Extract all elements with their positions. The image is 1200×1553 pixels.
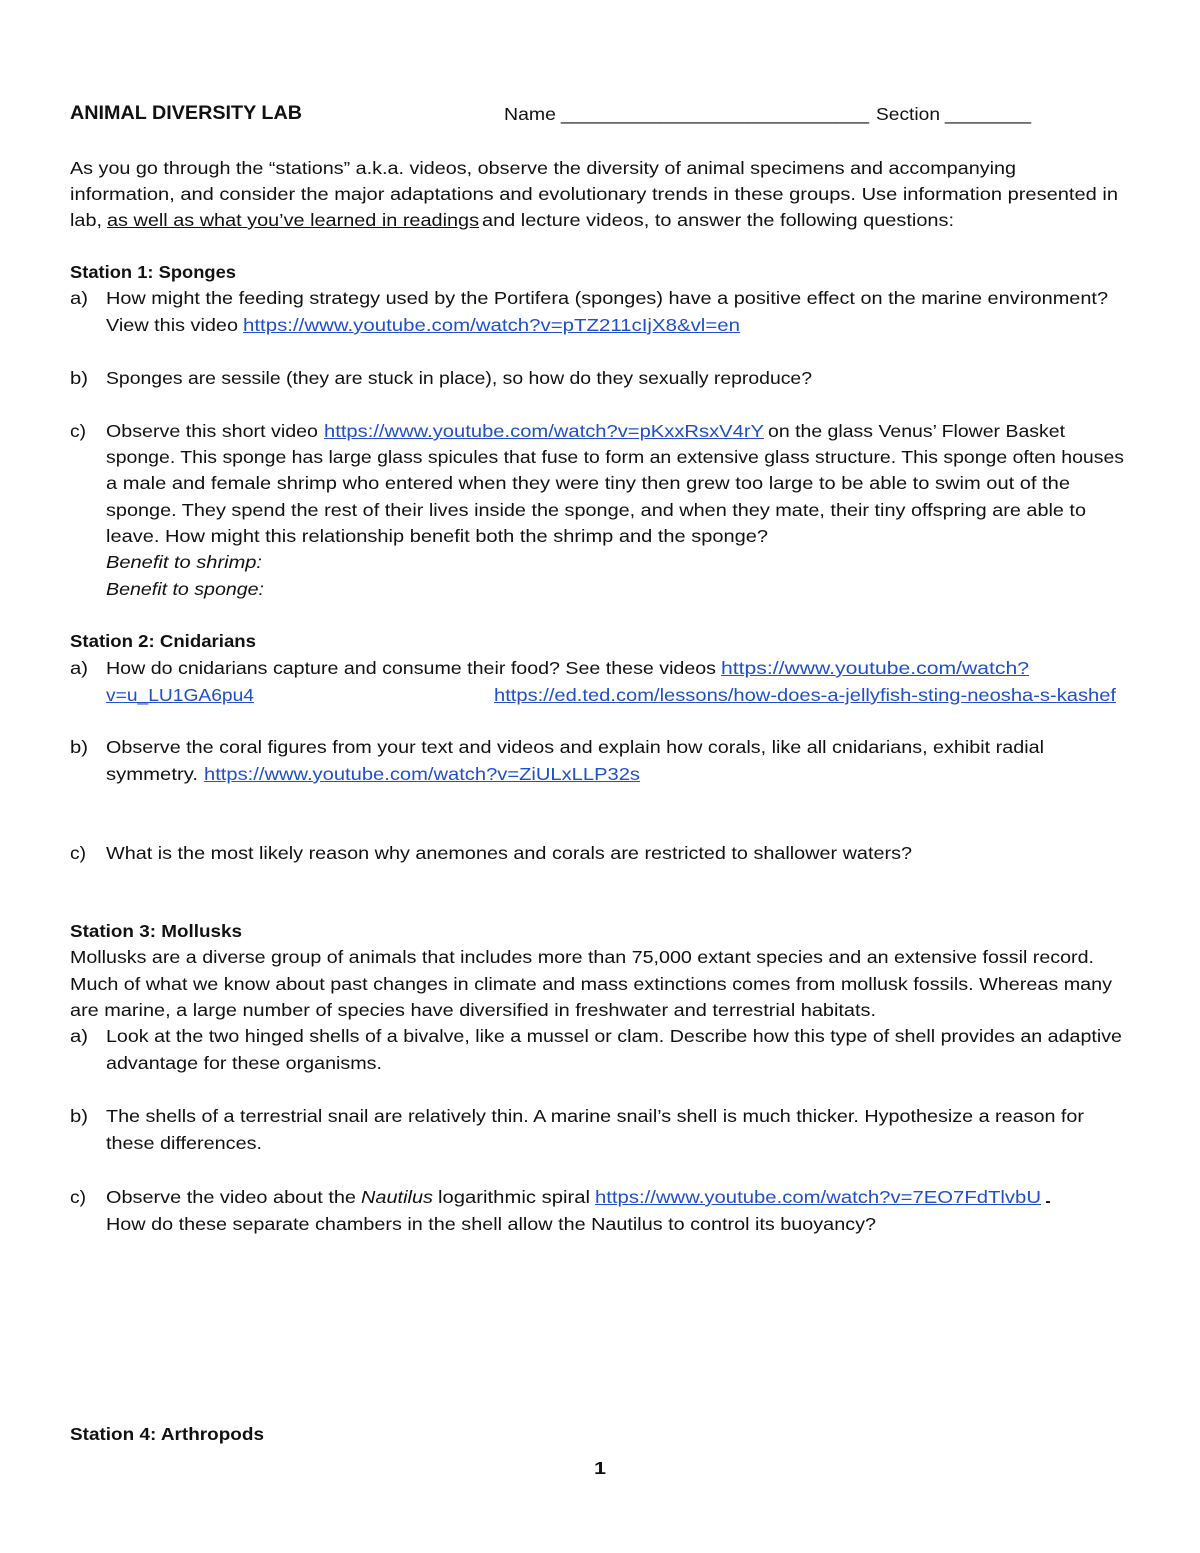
station-3-paragraph-line-3: are marine, a large number of species have diversified in freshwater and terrestrial habitats. — [70, 1000, 876, 1020]
station-3-a-line-2: advantage for these organisms. — [106, 1053, 382, 1073]
station-1-a-marker: a) — [70, 288, 88, 308]
station-3-a-line-1: Look at the two hinged shells of a bivalve, like a mussel or clam. Describe how this type of shell provides an adaptive — [106, 1026, 1122, 1046]
station-1-c-marker: c) — [70, 421, 86, 441]
station-1-a-line-2: View this video — [106, 315, 238, 335]
station-3-b-marker: b) — [70, 1106, 88, 1126]
station-3-c-line-1c: . — [1042, 1187, 1054, 1207]
section-label: Section — [876, 104, 940, 124]
intro-line-3-underlined: as well as what you’ve learned in readings — [107, 210, 479, 230]
station-2-a-video-link-1a[interactable]: https://www.youtube.com/watch? — [721, 658, 1029, 678]
station-2-a-video-link-1b[interactable]: v=u_LU1GA6pu4 — [106, 685, 254, 705]
intro-line-1: As you go through the “stations” a.k.a. videos, observe the diversity of animal specimens and accompanying — [70, 158, 1016, 178]
station-1-a-video-link[interactable]: https://www.youtube.com/watch?v=pTZ211cIjX8&vl=en — [243, 315, 740, 335]
intro-line-3a: lab, — [70, 210, 102, 230]
station-3-c-line-2: How do these separate chambers in the shell allow the Nautilus to control its buoyancy? — [106, 1214, 876, 1234]
station-3-heading: Station 3: Mollusks — [70, 921, 242, 941]
benefit-to-sponge-label: Benefit to sponge: — [106, 579, 264, 599]
station-2-c-line-1: What is the most likely reason why anemones and corals are restricted to shallower waters? — [106, 843, 912, 863]
page-number: 1 — [594, 1458, 606, 1478]
station-1-c-line-3: a male and female shrimp who entered when they were tiny then grew too large to be able to swim out of the — [106, 473, 1070, 493]
station-1-c-line-5: leave. How might this relationship benefit both the shrimp and the sponge? — [106, 526, 768, 546]
station-1-c-video-link[interactable]: https://www.youtube.com/watch?v=pKxxRsxV4rY — [324, 421, 764, 441]
station-2-b-video-link[interactable]: https://www.youtube.com/watch?v=ZiULxLLP32s — [204, 764, 640, 784]
station-4-heading: Station 4: Arthropods — [70, 1424, 264, 1444]
station-3-c-nautilus: Nautilus — [361, 1187, 433, 1207]
station-1-c-line-4: sponge. They spend the rest of their lives inside the sponge, and when they mate, their tiny offspring are able to — [106, 500, 1086, 520]
station-2-a-line-1: How do cnidarians capture and consume their food? See these videos — [106, 658, 716, 678]
station-2-a-marker: a) — [70, 658, 88, 678]
document-title: ANIMAL DIVERSITY LAB — [70, 103, 302, 124]
station-3-paragraph-line-1: Mollusks are a diverse group of animals that includes more than 75,000 extant species and an extensive fossil record. — [70, 947, 1094, 967]
benefit-to-shrimp-label: Benefit to shrimp: — [106, 552, 262, 572]
station-2-b-line-1: Observe the coral figures from your text and videos and explain how corals, like all cnidarians, exhibit radial — [106, 737, 1044, 757]
station-1-c-line-2: sponge. This sponge has large glass spicules that fuse to form an extensive glass structure. This sponge often houses — [106, 447, 1124, 467]
station-3-c-video-link[interactable]: https://www.youtube.com/watch?v=7EO7FdTlvbU — [595, 1187, 1041, 1207]
name-blank[interactable]: ____________________________ — [561, 104, 869, 124]
station-1-b-marker: b) — [70, 368, 88, 388]
station-3-c-line-1a: Observe the video about the — [106, 1187, 356, 1207]
intro-line-3b: and lecture videos, to answer the following questions: — [482, 210, 954, 230]
station-2-heading: Station 2: Cnidarians — [70, 631, 256, 651]
station-1-c-line-1b: on the glass Venus’ Flower Basket — [768, 421, 1065, 441]
station-1-heading: Station 1: Sponges — [70, 262, 236, 282]
station-1-b-line-1: Sponges are sessile (they are stuck in place), so how do they sexually reproduce? — [106, 368, 812, 388]
station-2-c-marker: c) — [70, 843, 86, 863]
station-1-c-line-1a: Observe this short video — [106, 421, 318, 441]
section-blank[interactable]: _______ — [945, 104, 1031, 124]
station-3-paragraph-line-2: Much of what we know about past changes in climate and mass extinctions comes from mollusk fossils. Whereas many — [70, 974, 1112, 994]
station-3-a-marker: a) — [70, 1026, 88, 1046]
station-1-a-line-1: How might the feeding strategy used by the Portifera (sponges) have a positive effect on the marine environment? — [106, 288, 1108, 308]
station-3-c-line-1b: logarithmic spiral — [438, 1187, 590, 1207]
station-2-a-video-link-2[interactable]: https://ed.ted.com/lessons/how-does-a-jellyfish-sting-neosha-s-kashef — [494, 685, 1116, 705]
station-3-b-line-1: The shells of a terrestrial snail are relatively thin. A marine snail’s shell is much thicker. Hypothesize a reason for — [106, 1106, 1084, 1126]
name-label: Name — [504, 104, 556, 124]
intro-line-2: information, and consider the major adaptations and evolutionary trends in these groups. Use information presented in — [70, 184, 1118, 204]
station-3-c-marker: c) — [70, 1187, 86, 1207]
station-2-b-line-2: symmetry. — [106, 764, 198, 784]
station-2-b-marker: b) — [70, 737, 88, 757]
station-3-b-line-2: these differences. — [106, 1133, 262, 1153]
